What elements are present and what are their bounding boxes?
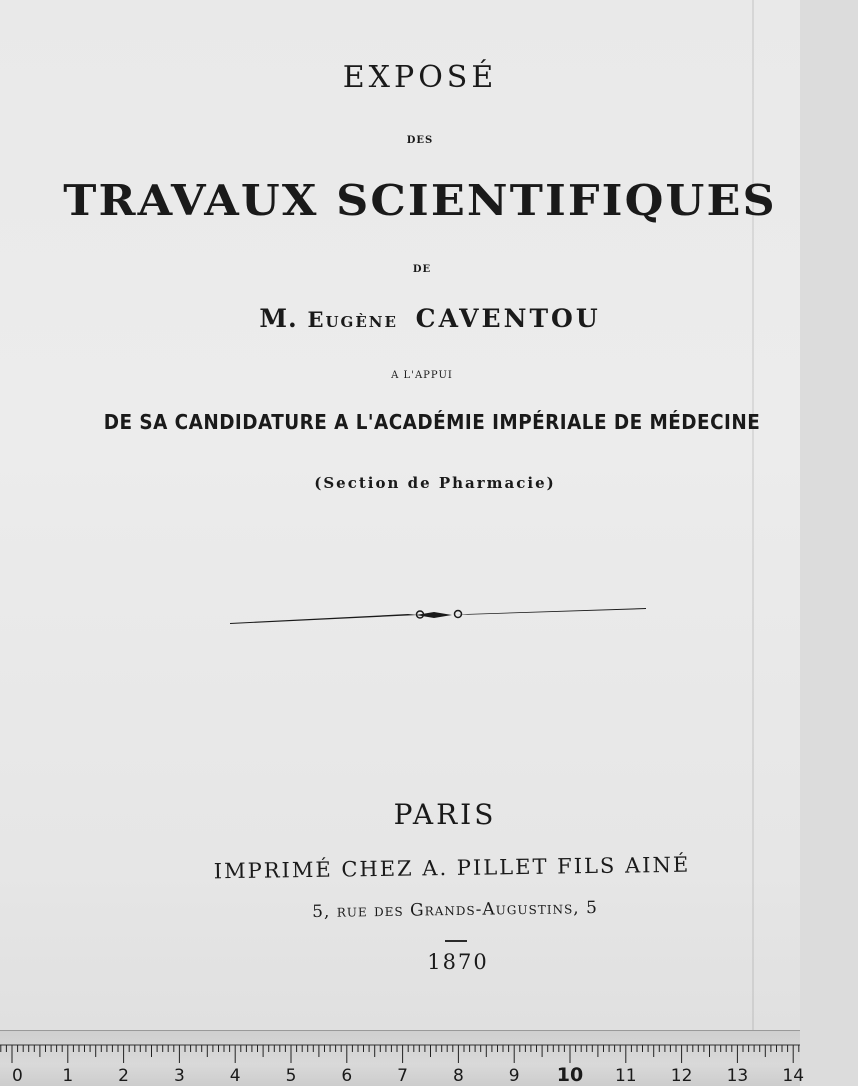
section-line: (Section de Pharmacie) [314,474,556,492]
ruler-label: 10 [556,1064,584,1086]
ruler-label: 11 [614,1066,637,1086]
main-title: TRAVAUX SCIENTIFIQUES [63,176,777,225]
phrase-a-lappui: A L'APPUI [391,370,453,381]
author-prefix: M. [259,304,298,333]
candidature-line: DE SA CANDIDATURE A L'ACADÉMIE IMPÉRIALE DE MÉDECINE [103,410,761,434]
separator-dash [445,940,467,942]
author-first-name: Eugène [307,307,398,332]
ruler-label: 3 [173,1066,185,1086]
imprint-city: PARIS [393,798,497,831]
ruler-scale [0,1031,805,1086]
address-number-left: 5, [311,901,331,922]
imprint-year: 1870 [427,950,489,974]
word-de: DE [412,264,432,275]
author-last-name: CAVENTOU [415,304,601,333]
measuring-ruler [0,1030,805,1086]
ruler-label: 1 [62,1066,74,1086]
ruler-label: 7 [397,1066,409,1086]
ruler-label: 6 [341,1066,353,1086]
heading-expose: EXPOSÉ [342,60,498,95]
address-number-right: 5 [585,898,599,919]
ruler-label: 2 [118,1066,130,1086]
ornament-rule-icon [228,600,648,630]
ruler-label: 12 [670,1066,693,1086]
ruler-label: 9 [508,1066,520,1086]
ruler-label: 0 [12,1066,23,1086]
author-name [30,304,830,333]
ruler-label: 13 [726,1066,749,1086]
address-street: rue des Grands-Augustins, [336,898,580,922]
imprint-printer: IMPRIMÉ CHEZ A. PILLET FILS AINÉ [213,852,691,884]
ruler-label: 4 [229,1066,241,1086]
ruler-label: 14 [782,1066,805,1086]
word-des: DES [406,135,434,146]
ruler-label: 5 [285,1066,297,1086]
ruler-label: 8 [452,1066,464,1086]
imprint-address [55,894,855,925]
